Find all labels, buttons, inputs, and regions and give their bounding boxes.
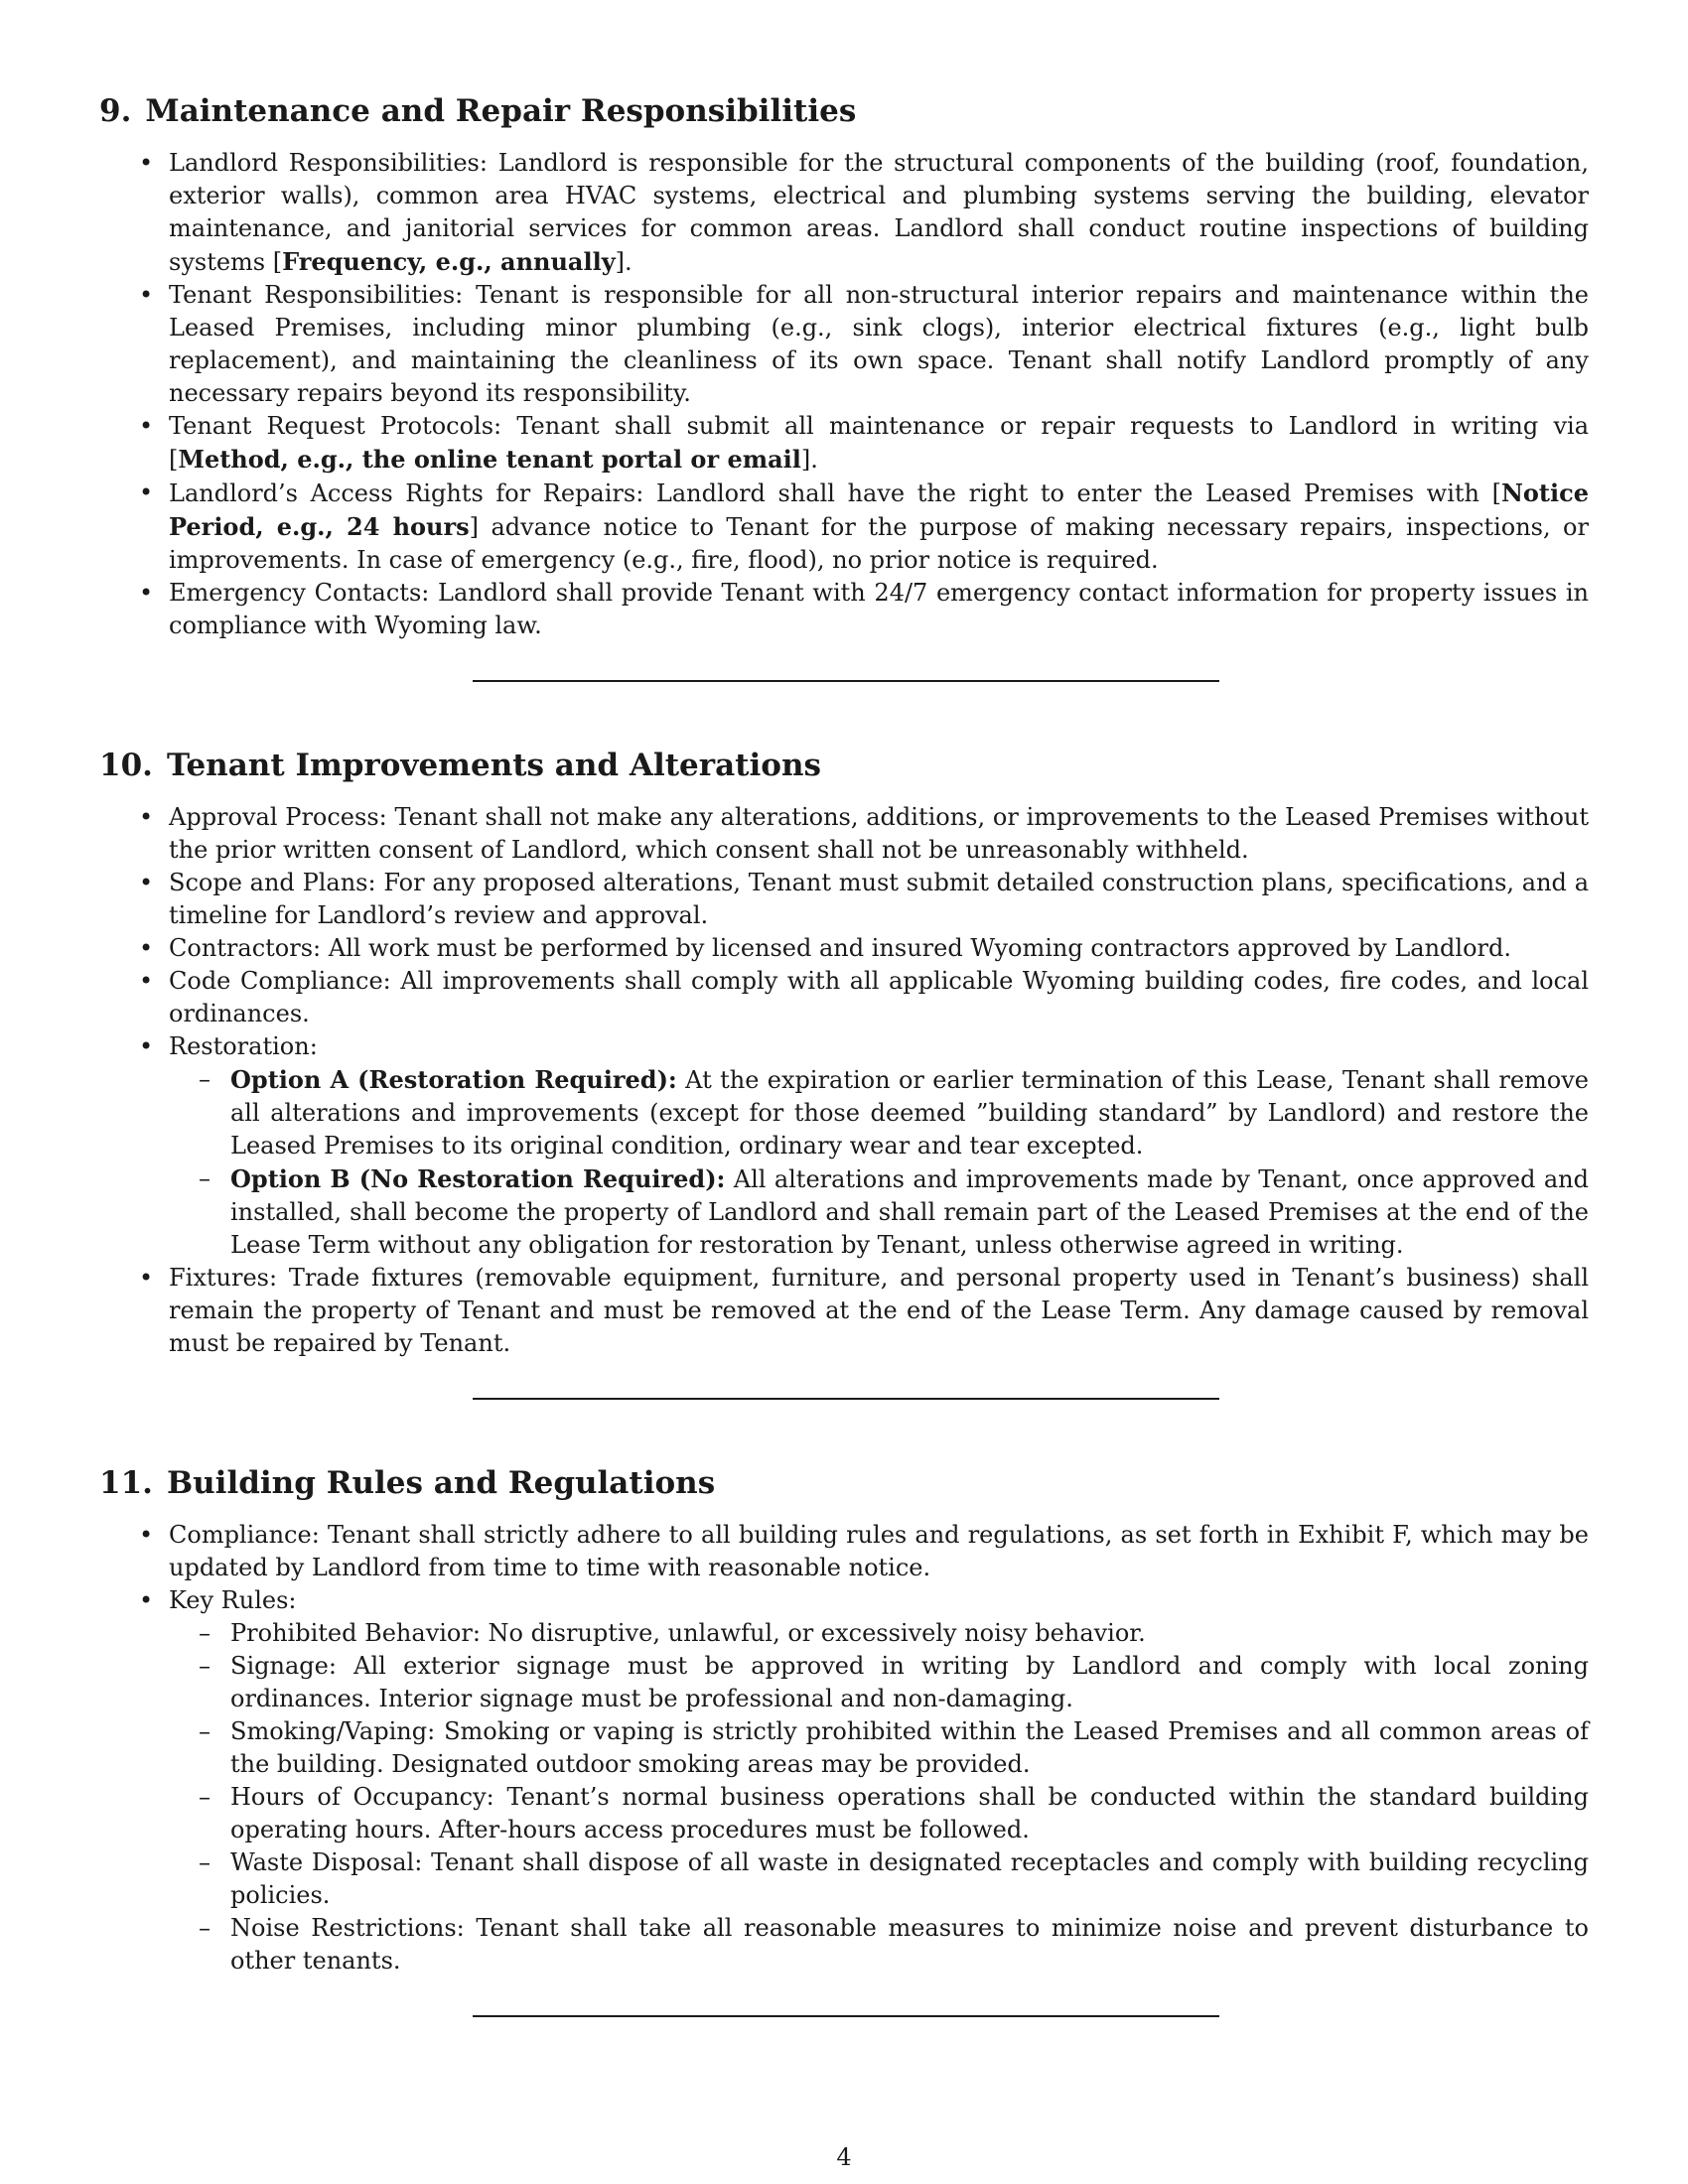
item-text: Code Compliance: All improvements shall comply with all applicable Wyoming building codes, fire codes, and local ordinances. [169, 967, 1589, 1027]
section-title: Tenant Improvements and Alterations [166, 748, 821, 783]
list-item [169, 410, 1589, 477]
list-item [169, 1584, 1589, 1978]
section-9-maintenance [99, 91, 1589, 642]
item-text: ]. [615, 248, 633, 276]
sub-list-item [230, 1617, 1589, 1650]
page-number: 4 [836, 2143, 852, 2171]
placeholder-bold: Frequency, e.g., annually [282, 247, 616, 276]
item-text: Waste Disposal: Tenant shall dispose of all waste in designated receptacles and comply with building recycling policies. [230, 1848, 1589, 1909]
item-text: Tenant Request Protocols: Tenant shall submit all maintenance or repair requests to Landlord in writing via [ [169, 412, 1589, 474]
placeholder-bold: Method, e.g., the online tenant portal or email [178, 445, 801, 474]
list-item [169, 1519, 1589, 1584]
section-divider [473, 2015, 1219, 2017]
sub-list-item [230, 1650, 1589, 1715]
item-text: At the expiration or earlier termination of this Lease, Tenant shall remove all alterations and improvements (except for those deemed ”building standard” by Landlord) and restore the Leased Premises to its original condition, ordinary wear and tear excepted. [230, 1066, 1589, 1160]
item-text: Key Rules: [169, 1586, 297, 1614]
list-item [169, 965, 1589, 1030]
section-heading [99, 91, 1589, 131]
list-item [169, 279, 1589, 410]
bullet-list [99, 801, 1589, 1360]
list-item [169, 932, 1589, 965]
item-text: Prohibited Behavior: No disruptive, unlawful, or excessively noisy behavior. [230, 1619, 1146, 1647]
section-number: 11. [99, 1465, 153, 1501]
section-heading [99, 746, 1589, 785]
list-item [169, 1030, 1589, 1262]
item-text: Emergency Contacts: Landlord shall provide Tenant with 24/7 emergency contact information for property issues in compliance with Wyoming law. [169, 579, 1589, 639]
section-divider [473, 1398, 1219, 1400]
sub-list-item [230, 1063, 1589, 1162]
section-number: 9. [99, 93, 132, 129]
item-text: ]. [800, 446, 818, 474]
item-text: Scope and Plans: For any proposed alterations, Tenant must submit detailed construction plans, specifications, and a timeline for Landlord’s review and approval. [169, 869, 1589, 929]
item-text: Contractors: All work must be performed by licensed and insured Wyoming contractors approved by Landlord. [169, 934, 1512, 962]
item-text: ] advance notice to Tenant for the purpose of making necessary repairs, inspections, or improvements. In case of emergency (e.g., fire, flood), no prior notice is required. [169, 513, 1589, 574]
bullet-list [99, 1519, 1589, 1978]
item-text: Landlord Responsibilities: Landlord is responsible for the structural components of the building (roof, foundation, exterior walls), common area HVAC systems, electrical and plumbing systems serving the building, elevator maintenance, and janitorial services for common areas. Landlord shall conduct routine inspections of building systems [ [169, 149, 1589, 276]
section-heading [99, 1463, 1589, 1503]
section-10-improvements [99, 746, 1589, 1360]
option-label: Option B (No Restoration Required): [230, 1164, 726, 1193]
sub-list [169, 1063, 1589, 1262]
sub-list [169, 1617, 1589, 1978]
sub-list-item [230, 1715, 1589, 1781]
sub-list-item [230, 1846, 1589, 1912]
item-text: Smoking/Vaping: Smoking or vaping is strictly prohibited within the Leased Premises and all common areas of the building. Designated outdoor smoking areas may be provided. [230, 1717, 1589, 1778]
list-item [169, 867, 1589, 932]
sub-list-item [230, 1781, 1589, 1846]
section-number: 10. [99, 748, 153, 783]
item-text: Fixtures: Trade fixtures (removable equipment, furniture, and personal property used in Tenant’s business) shall remain the property of Tenant and must be removed at the end of the Lease Term. Any damage caused by removal must be repaired by Tenant. [169, 1264, 1589, 1357]
item-text: Hours of Occupancy: Tenant’s normal business operations shall be conducted within the standard building operating hours. After-hours access procedures must be followed. [230, 1783, 1589, 1843]
item-text: Noise Restrictions: Tenant shall take all reasonable measures to minimize noise and prevent disturbance to other tenants. [230, 1914, 1589, 1975]
section-title: Maintenance and Repair Responsibilities [145, 93, 857, 129]
item-text: Signage: All exterior signage must be approved in writing by Landlord and comply with local zoning ordinances. Interior signage must be professional and non-damaging. [230, 1652, 1589, 1712]
page-content [99, 91, 1589, 2081]
placeholder-bold: Notice Period, e.g., 24 hours [169, 478, 1589, 541]
list-item [169, 801, 1589, 867]
item-text: Tenant Responsibilities: Tenant is responsible for all non-structural interior repairs and maintenance within the Leased Premises, including minor plumbing (e.g., sink clogs), interior electrical fixtures (e.g., light bulb replacement), and maintaining the cleanliness of its own space. Tenant shall notify Landlord promptly of any necessary repairs beyond its responsibility. [169, 281, 1589, 407]
option-label: Option A (Restoration Required): [230, 1065, 677, 1094]
sub-list-item [230, 1162, 1589, 1262]
item-text: Compliance: Tenant shall strictly adhere to all building rules and regulations, as set forth in Exhibit F, which may be updated by Landlord from time to time with reasonable notice. [169, 1521, 1589, 1581]
section-divider [473, 680, 1219, 682]
list-item [169, 577, 1589, 642]
list-item [169, 147, 1589, 279]
sub-list-item [230, 1912, 1589, 1978]
item-text: Approval Process: Tenant shall not make any alterations, additions, or improvements to the Leased Premises without the prior written consent of Landlord, which consent shall not be unreasonably withheld. [169, 803, 1589, 864]
bullet-list [99, 147, 1589, 642]
item-text: Landlord’s Access Rights for Repairs: Landlord shall have the right to enter the Leased Premises with [ [169, 479, 1501, 507]
section-11-building-rules [99, 1463, 1589, 1978]
item-text: Restoration: [169, 1032, 318, 1060]
list-item [169, 1262, 1589, 1360]
section-title: Building Rules and Regulations [166, 1465, 716, 1501]
list-item [169, 477, 1589, 577]
item-text: All alterations and improvements made by Tenant, once approved and installed, shall become the property of Landlord and shall remain part of the Leased Premises at the end of the Lease Term without any obligation for restoration by Tenant, unless otherwise agreed in writing. [230, 1165, 1589, 1259]
